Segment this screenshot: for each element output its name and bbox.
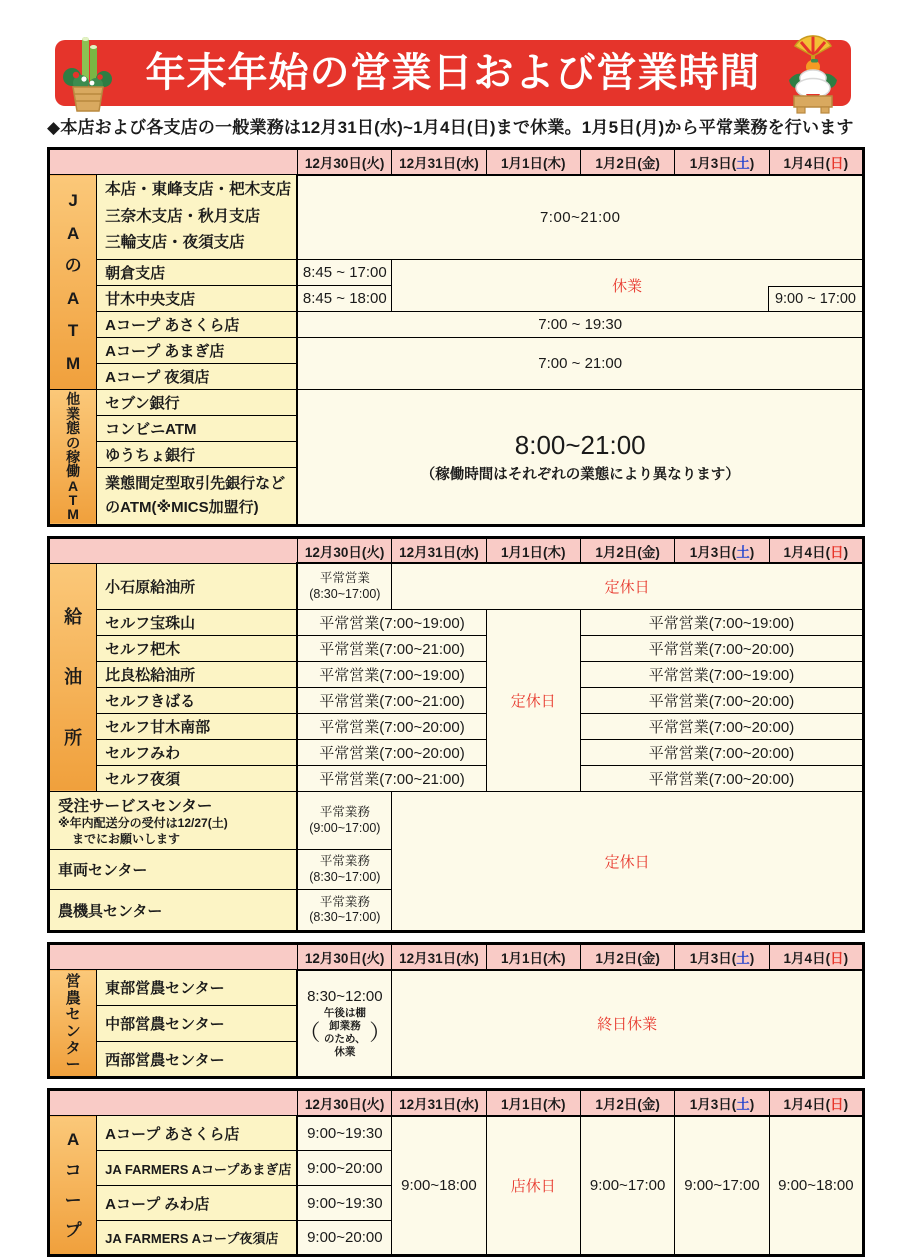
einou-center-schedule-table (47, 942, 865, 1079)
day-header: 1月2日(金) (580, 149, 674, 175)
hours-cell: 平常営業(7:00~20:00) (580, 635, 863, 661)
day-header-row (49, 1090, 864, 1116)
day-header: 1月1日(木) (486, 1090, 580, 1116)
hours-cell: 8:30~12:00 （ 午後は棚卸業務 のため、休業 ） (297, 970, 391, 1078)
day-header-row (49, 149, 864, 175)
hours-cell: 9:00~19:30 (297, 1116, 391, 1151)
hours-cell: 平常業務 (8:30~17:00) (297, 890, 391, 932)
hours-cell: 平常営業(7:00~20:00) (297, 739, 486, 765)
hours-cell: 平常業務 (8:30~17:00) (297, 850, 391, 890)
day-header: 12月31日(水) (392, 1090, 486, 1116)
day-header: 12月30日(火) (297, 1090, 391, 1116)
table-row (49, 259, 864, 285)
store-name: JA FARMERS Aコープ夜須店 (97, 1221, 298, 1256)
day-header: 1月1日(木) (486, 537, 580, 563)
closed-cell: 店休日 (486, 1116, 580, 1256)
center-name: 中部営農センター (97, 1006, 298, 1042)
hours-cell: 9:00 ~ 17:00 (768, 286, 862, 311)
day-header: 1月1日(木) (486, 149, 580, 175)
category-strip-gas: 給 油 所 (49, 563, 97, 791)
category-strip-acoop: A コ ー プ (49, 1116, 97, 1256)
day-header-row (49, 944, 864, 970)
station-name: セルフみわ (97, 739, 298, 765)
branch-name: 本店・東峰支店・杷木支店 三奈木支店・秋月支店 三輪支店・夜須支店 (97, 175, 298, 260)
gas-station-schedule-table (47, 536, 865, 933)
closed-cell: 定休日 (392, 563, 864, 609)
day-header: 12月30日(火) (297, 944, 391, 970)
hours-cell: 平常営業(7:00~20:00) (580, 765, 863, 791)
day-header: 1月3日(土) (675, 149, 769, 175)
day-header-row (49, 537, 864, 563)
store-name: Aコープ あさくら店 (97, 1116, 298, 1151)
station-name: 比良松給油所 (97, 661, 298, 687)
corner-cell (49, 1090, 298, 1116)
hours-cell: 平常営業(7:00~19:00) (580, 661, 863, 687)
branch-name: Aコープ あさくら店 (97, 311, 298, 337)
hours-cell: 9:00~17:00 (675, 1116, 769, 1256)
day-header: 12月31日(水) (392, 537, 486, 563)
table-row (49, 389, 864, 415)
hours-cell: 8:45 ~ 17:00 (297, 259, 391, 285)
hours-cell: 9:00~18:00 (769, 1116, 863, 1256)
day-header: 1月4日(日) (769, 944, 863, 970)
station-name: セルフきばる (97, 687, 298, 713)
center-name: 西部営農センター (97, 1042, 298, 1078)
category-strip-einou: 営 農 セ ン タ ー (49, 970, 97, 1078)
table-row (49, 175, 864, 260)
station-name: セルフ甘木南部 (97, 713, 298, 739)
hours-cell: 7:00~21:00 (297, 175, 863, 260)
kadomatsu-icon (59, 31, 117, 113)
hours-cell: 平常営業(7:00~21:00) (297, 635, 486, 661)
hours-cell: 平常営業(7:00~21:00) (297, 765, 486, 791)
hours-cell: 9:00~18:00 (392, 1116, 486, 1256)
day-header: 1月2日(金) (580, 1090, 674, 1116)
hours-cell: 9:00~19:30 (297, 1186, 391, 1221)
acoop-schedule-table (47, 1088, 865, 1257)
holiday-note: ◆本店および各支店の一般業務は12月31日(水)~1月4日(日)まで休業。1月5日(月)から平常業務を行います (47, 118, 854, 137)
station-name: セルフ夜須 (97, 765, 298, 791)
title-banner (55, 40, 851, 106)
day-header: 12月30日(火) (297, 149, 391, 175)
hours-cell: 平常営業(7:00~19:00) (297, 661, 486, 687)
hours-cell: 平常営業(7:00~19:00) (580, 609, 863, 635)
branch-name: Aコープ あまぎ店 (97, 337, 298, 363)
branch-name: セブン銀行 (97, 389, 298, 415)
hours-cell: 9:00~20:00 (297, 1151, 391, 1186)
closed-cell: 終日休業 (392, 970, 864, 1078)
closed-cell: 休業 9:00 ~ 17:00 (392, 259, 864, 311)
day-header: 1月3日(土) (675, 537, 769, 563)
hours-cell: 平常営業(7:00~20:00) (580, 739, 863, 765)
center-name: 車両センター (49, 850, 298, 890)
closed-cell: 定休日 (486, 609, 580, 791)
branch-name: Aコープ 夜須店 (97, 363, 298, 389)
atm-schedule-table (47, 147, 865, 527)
center-name: 農機具センター (49, 890, 298, 932)
corner-cell (49, 537, 298, 563)
station-name: セルフ杷木 (97, 635, 298, 661)
table-row (49, 970, 864, 1006)
day-header: 1月2日(金) (580, 537, 674, 563)
hours-cell: 平常営業(7:00~19:00) (297, 609, 486, 635)
day-header: 1月4日(日) (769, 537, 863, 563)
table-row (49, 609, 864, 635)
table-row (49, 739, 864, 765)
closed-cell: 定休日 (392, 791, 864, 931)
day-header: 12月30日(火) (297, 537, 391, 563)
hours-cell: 平常営業 (8:30~17:00) (297, 563, 391, 609)
day-header: 12月31日(水) (392, 944, 486, 970)
corner-cell (49, 944, 298, 970)
hours-cell: 平常営業(7:00~21:00) (297, 687, 486, 713)
corner-cell (49, 149, 298, 175)
hours-cell: 9:00~17:00 (580, 1116, 674, 1256)
day-header: 1月1日(木) (486, 944, 580, 970)
hours-cell: 7:00 ~ 21:00 (297, 337, 863, 389)
branch-name: 業態間定型取引先銀行など のATM(※MICS加盟行) (97, 467, 298, 525)
page-title: 年末年始の営業日および営業時間 (145, 51, 761, 95)
table-row (49, 661, 864, 687)
day-header: 12月31日(水) (392, 149, 486, 175)
day-header: 1月3日(土) (675, 1090, 769, 1116)
table-row (49, 713, 864, 739)
table-row (49, 311, 864, 337)
day-header: 1月3日(土) (675, 944, 769, 970)
branch-name: コンビニATM (97, 415, 298, 441)
category-strip-ja-atm: J A の A T M (49, 175, 97, 390)
hours-cell: 平常営業(7:00~20:00) (580, 713, 863, 739)
hours-cell: 平常営業(7:00~20:00) (297, 713, 486, 739)
branch-name: 甘木中央支店 (97, 285, 298, 311)
day-header: 1月4日(日) (769, 1090, 863, 1116)
table-row (49, 687, 864, 713)
table-row (49, 635, 864, 661)
station-name: セルフ宝珠山 (97, 609, 298, 635)
branch-name: ゆうちょ銀行 (97, 441, 298, 467)
hours-cell: 7:00 ~ 19:30 (297, 311, 863, 337)
center-name: 東部営農センター (97, 970, 298, 1006)
category-strip-other-atm: 他 業 態 の 稼 働 A T M (49, 389, 97, 525)
table-row (49, 791, 864, 849)
station-name: 小石原給油所 (97, 563, 298, 609)
table-row (49, 1116, 864, 1151)
hours-cell: 平常営業(7:00~20:00) (580, 687, 863, 713)
kagamimochi-icon (781, 34, 845, 114)
store-name: JA FARMERS Aコープあまぎ店 (97, 1151, 298, 1186)
hours-cell: 8:00~21:00 （稼働時間はそれぞれの業態により異なります） (297, 389, 863, 525)
table-row (49, 765, 864, 791)
table-row (49, 337, 864, 363)
day-header: 1月2日(金) (580, 944, 674, 970)
hours-cell: 平常業務 (9:00~17:00) (297, 791, 391, 849)
branch-name: 朝倉支店 (97, 259, 298, 285)
store-name: Aコープ みわ店 (97, 1186, 298, 1221)
day-header: 1月4日(日) (769, 149, 863, 175)
table-row (49, 563, 864, 609)
hours-cell: 8:45 ~ 18:00 (297, 285, 391, 311)
center-name: 受注サービスセンター ※年内配送分の受付は12/27(土) までにお願いします (49, 791, 298, 849)
hours-cell: 9:00~20:00 (297, 1221, 391, 1256)
